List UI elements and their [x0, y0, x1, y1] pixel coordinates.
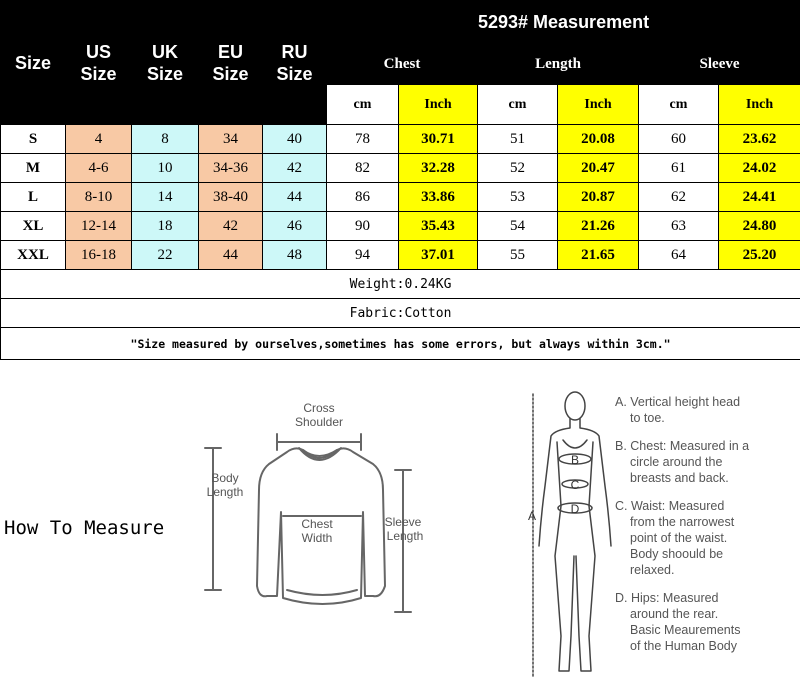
- label-sleeve: Sleeve: [384, 515, 422, 529]
- cell-uk: 10: [132, 154, 199, 183]
- cell-uk: 8: [132, 125, 199, 154]
- unit-cm: cm: [639, 85, 719, 125]
- header-length: Length: [478, 45, 639, 85]
- cell-uk: 22: [132, 241, 199, 270]
- cell-chest-cm: 86: [327, 183, 399, 212]
- cell-eu: 42: [199, 212, 263, 241]
- cell-chest-in: 32.28: [399, 154, 478, 183]
- label-sleeve-length: Length: [386, 529, 424, 543]
- cell-us: 12-14: [66, 212, 132, 241]
- instruction-b: B. Chest: Measured in a circle around the breasts and back.: [615, 439, 750, 485]
- label-body-length: Length: [206, 485, 244, 499]
- instruction-a: A. Vertical height head to toe.: [615, 395, 741, 425]
- fabric-info: Fabric:Cotton: [1, 299, 800, 328]
- cell-chest-in: 33.86: [399, 183, 478, 212]
- label-chest-width: Width: [301, 531, 333, 545]
- cell-ru: 44: [263, 183, 327, 212]
- cell-eu: 38-40: [199, 183, 263, 212]
- unit-inch: Inch: [719, 85, 800, 125]
- cell-sl-cm: 60: [639, 125, 719, 154]
- table-row: [1, 183, 800, 212]
- unit-inch: Inch: [558, 85, 639, 125]
- cell-chest-in: 30.71: [399, 125, 478, 154]
- cell-ru: 48: [263, 241, 327, 270]
- header-size: Size: [1, 1, 66, 125]
- cell-chest-in: 35.43: [399, 212, 478, 241]
- cell-len-in: 20.87: [558, 183, 639, 212]
- cell-len-in: 20.08: [558, 125, 639, 154]
- weight-info: Weight:0.24KG: [1, 270, 800, 299]
- table-row: [1, 125, 800, 154]
- cell-sl-in: 23.62: [719, 125, 800, 154]
- cell-us: 8-10: [66, 183, 132, 212]
- table-row: [1, 154, 800, 183]
- cell-eu: 34: [199, 125, 263, 154]
- cell-len-cm: 55: [478, 241, 558, 270]
- label-chest: Chest: [301, 517, 333, 531]
- header-chest: Chest: [327, 45, 478, 85]
- cell-chest-cm: 94: [327, 241, 399, 270]
- header-sleeve: Sleeve: [639, 45, 800, 85]
- instruction-d: D. Hips: Measured around the rear. Basic Meaurements of the Human Body: [615, 591, 741, 653]
- cell-chest-cm: 82: [327, 154, 399, 183]
- marker-a: A: [527, 509, 537, 523]
- cell-sl-cm: 61: [639, 154, 719, 183]
- cell-len-cm: 52: [478, 154, 558, 183]
- cell-size: L: [1, 183, 66, 212]
- header-us: US Size: [66, 1, 132, 125]
- cell-sl-in: 24.80: [719, 212, 800, 241]
- table-title: 5293# Measurement: [327, 1, 800, 45]
- cell-size: XL: [1, 212, 66, 241]
- cell-us: 16-18: [66, 241, 132, 270]
- table-row: [1, 241, 800, 270]
- cell-eu: 44: [199, 241, 263, 270]
- cell-size: XXL: [1, 241, 66, 270]
- unit-inch: Inch: [399, 85, 478, 125]
- cell-ru: 46: [263, 212, 327, 241]
- label-shoulder: Shoulder: [294, 415, 344, 429]
- cell-chest-cm: 90: [327, 212, 399, 241]
- cell-sl-cm: 64: [639, 241, 719, 270]
- unit-cm: cm: [327, 85, 399, 125]
- cell-ru: 42: [263, 154, 327, 183]
- cell-sl-in: 24.41: [719, 183, 800, 212]
- table-row: [1, 212, 800, 241]
- cell-len-cm: 51: [478, 125, 558, 154]
- cell-len-in: 21.26: [558, 212, 639, 241]
- marker-d: D: [570, 502, 580, 516]
- cell-us: 4: [66, 125, 132, 154]
- label-cross: Cross: [303, 401, 335, 415]
- cell-us: 4-6: [66, 154, 132, 183]
- shirt-diagram: [195, 390, 445, 635]
- cell-len-in: 20.47: [558, 154, 639, 183]
- body-diagram: [525, 386, 615, 686]
- cell-sl-cm: 63: [639, 212, 719, 241]
- cell-chest-in: 37.01: [399, 241, 478, 270]
- cell-len-cm: 53: [478, 183, 558, 212]
- header-ru: RU Size: [263, 1, 327, 125]
- cell-size: S: [1, 125, 66, 154]
- marker-c: C: [570, 478, 580, 492]
- cell-len-cm: 54: [478, 212, 558, 241]
- instruction-c: C. Waist: Measured from the narrowest point of the waist. Body shoould be relaxed.: [615, 499, 735, 577]
- cell-uk: 14: [132, 183, 199, 212]
- unit-cm: cm: [478, 85, 558, 125]
- cell-sl-in: 24.02: [719, 154, 800, 183]
- label-body: Body: [211, 471, 239, 485]
- cell-eu: 34-36: [199, 154, 263, 183]
- cell-ru: 40: [263, 125, 327, 154]
- measure-instructions: [615, 394, 795, 654]
- how-to-measure-section: [0, 360, 800, 694]
- how-to-measure-title: How To Measure: [4, 517, 165, 539]
- marker-b: B: [570, 453, 580, 467]
- header-uk: UK Size: [132, 1, 199, 125]
- cell-uk: 18: [132, 212, 199, 241]
- measurement-note: "Size measured by ourselves,sometimes has some errors, but always within 3cm.": [1, 328, 800, 360]
- cell-len-in: 21.65: [558, 241, 639, 270]
- cell-sl-cm: 62: [639, 183, 719, 212]
- header-eu: EU Size: [199, 1, 263, 125]
- cell-sl-in: 25.20: [719, 241, 800, 270]
- cell-chest-cm: 78: [327, 125, 399, 154]
- cell-size: M: [1, 154, 66, 183]
